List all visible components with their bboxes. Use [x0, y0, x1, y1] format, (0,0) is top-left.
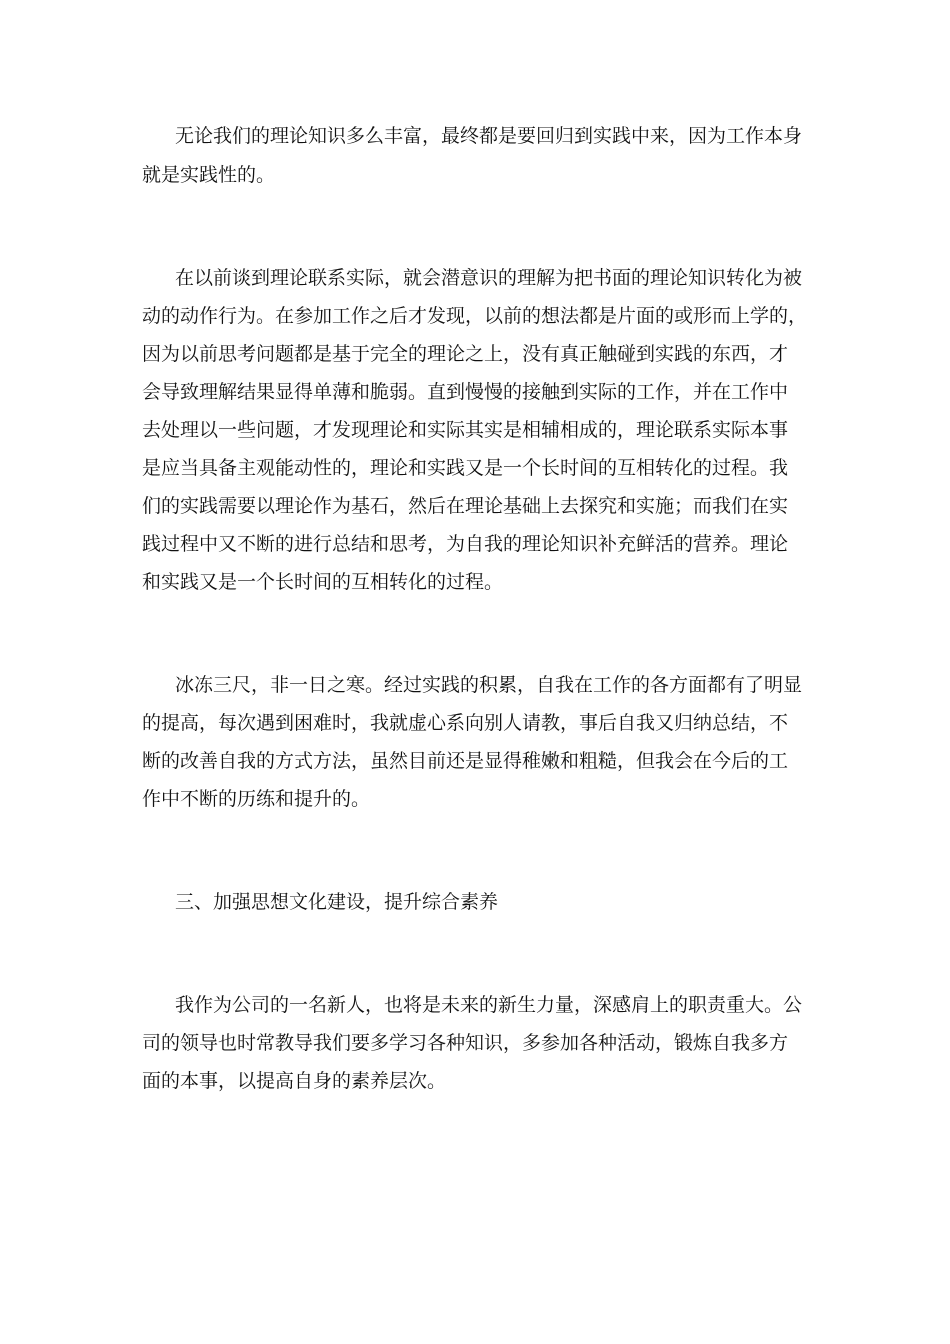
paragraph-line: 冰冻三尺，非一日之寒。经过实践的积累，自我在工作的各方面都有了明显: [175, 674, 803, 696]
section-heading-text: 三、加强思想文化建设，提升综合素养: [175, 891, 499, 913]
paragraph-line: 面的本事，以提高自身的素养层次。: [142, 1070, 447, 1092]
paragraph-line: 断的改善自我的方式方法，虽然目前还是显得稚嫩和粗糙，但我会在今后的工: [142, 750, 789, 772]
paragraph-line: 是应当具备主观能动性的，理论和实践又是一个长时间的互相转化的过程。我: [142, 457, 789, 479]
paragraph-line: 司的领导也时常教导我们要多学习各种知识，多参加各种活动，锻炼自我多方: [142, 1032, 789, 1054]
paragraph-line: 因为以前思考问题都是基于完全的理论之上，没有真正触碰到实践的东西，才: [142, 343, 789, 365]
paragraph-line: 无论我们的理论知识多么丰富，最终都是要回归到实践中来，因为工作本身: [175, 125, 803, 147]
paragraph-line: 去处理以一些问题，才发现理论和实际其实是相辅相成的，理论联系实际本事: [142, 419, 789, 441]
paragraph-line: 在以前谈到理论联系实际，就会潜意识的理解为把书面的理论知识转化为被: [175, 267, 803, 289]
paragraph-line: 们的实践需要以理论作为基石，然后在理论基础上去探究和实施；而我们在实: [142, 495, 789, 517]
paragraph-line: 作中不断的历练和提升的。: [142, 788, 371, 810]
paragraph-line: 和实践又是一个长时间的互相转化的过程。: [142, 571, 504, 593]
paragraph-line: 的提高，每次遇到困难时，我就虚心系向别人请教，事后自我又归纳总结，不: [142, 712, 789, 734]
paragraph-line: 会导致理解结果显得单薄和脆弱。直到慢慢的接触到实际的工作，并在工作中: [142, 381, 789, 403]
paragraph-line: 动的动作行为。在参加工作之后才发现，以前的想法都是片面的或形而上学的，: [142, 305, 808, 327]
paragraph-line: 就是实践性的。: [142, 164, 276, 186]
paragraph-line: 我作为公司的一名新人，也将是未来的新生力量，深感肩上的职责重大。公: [175, 994, 803, 1016]
paragraph-line: 践过程中又不断的进行总结和思考，为自我的理论知识补充鲜活的营养。理论: [142, 533, 789, 555]
